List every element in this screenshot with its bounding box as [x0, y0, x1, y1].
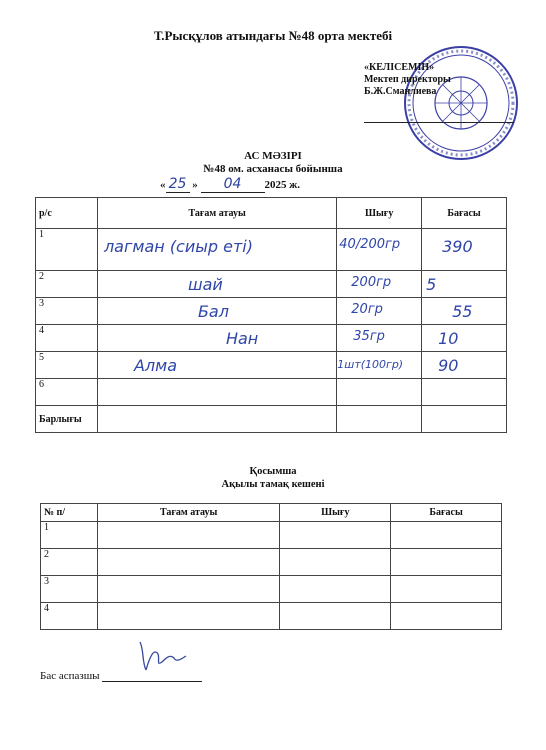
price-cell	[422, 298, 507, 325]
table-row	[36, 298, 507, 325]
dish-cell	[97, 379, 336, 406]
dish-cell	[97, 522, 280, 549]
total-row	[36, 406, 507, 433]
output-cell	[280, 603, 391, 630]
price-cell	[422, 379, 507, 406]
output-cell	[280, 576, 391, 603]
paid-meal-table	[40, 503, 502, 630]
output-cell	[337, 325, 422, 352]
row-number: 6	[36, 379, 98, 406]
dish-name: шай	[187, 275, 223, 294]
total-dish-cell	[97, 406, 336, 433]
date-year: 2025 ж.	[264, 179, 300, 191]
col-price: Бағасы	[422, 198, 507, 229]
menu-table-header	[36, 198, 507, 229]
menu-subtitle: №48 ом. асханасы бойынша	[203, 163, 343, 175]
dish-name: Бал	[197, 302, 229, 321]
approval-block	[364, 62, 451, 98]
dish-price: 390	[442, 237, 473, 256]
output-cell	[280, 522, 391, 549]
table-row	[36, 229, 507, 271]
price-cell	[422, 352, 507, 379]
price-cell	[422, 229, 507, 271]
extra-title: Қосымша	[249, 466, 297, 477]
dish-output: 1шт(100гр)	[337, 358, 404, 371]
table-row	[36, 352, 507, 379]
price-cell	[391, 549, 502, 576]
dish-cell	[97, 549, 280, 576]
paid-meal-table-header	[41, 504, 502, 522]
date-quote-open: «	[160, 179, 166, 191]
row-number: 5	[36, 352, 98, 379]
date-month: 04	[201, 176, 265, 193]
col-number: р/с	[36, 198, 98, 229]
menu-table	[35, 197, 507, 433]
dish-output: 40/200гр	[339, 237, 401, 252]
extra-subtitle: Ақылы тамақ кешені	[221, 479, 325, 490]
row-number: 2	[36, 271, 98, 298]
col-dish: Тағам атауы	[97, 504, 280, 522]
menu-title: АС МӘЗІРІ	[244, 150, 302, 162]
menu-date	[160, 176, 300, 193]
date-day: 25	[166, 176, 190, 193]
output-cell	[337, 298, 422, 325]
dish-cell	[97, 352, 336, 379]
col-price: Бағасы	[391, 504, 502, 522]
row-number: 2	[41, 549, 98, 576]
total-label: Барлығы	[36, 406, 98, 433]
table-row	[41, 603, 502, 630]
approval-name: Б.Ж.Сманлиева	[364, 86, 437, 97]
dish-output: 200гр	[351, 275, 392, 290]
dish-cell	[97, 298, 336, 325]
row-number: 3	[36, 298, 98, 325]
dish-name: Нан	[225, 329, 259, 348]
dish-name: Алма	[133, 356, 177, 375]
dish-cell	[97, 603, 280, 630]
dish-price: 10	[438, 329, 459, 348]
col-output: Шығу	[337, 198, 422, 229]
dish-output: 35гр	[353, 329, 385, 344]
col-dish: Тағам атауы	[97, 198, 336, 229]
chef-label: Бас аспазшы	[40, 670, 100, 682]
output-cell	[337, 229, 422, 271]
approval-position: Мектеп директоры	[364, 74, 451, 85]
dish-cell	[97, 229, 336, 271]
menu-heading	[0, 150, 546, 176]
price-cell	[391, 576, 502, 603]
approval-signature-line	[364, 122, 514, 123]
row-number: 4	[41, 603, 98, 630]
dish-price: 5	[426, 275, 437, 294]
price-cell	[391, 522, 502, 549]
price-cell	[422, 325, 507, 352]
signature-underline	[102, 681, 202, 682]
dish-price: 55	[452, 302, 473, 321]
extra-heading	[0, 465, 546, 491]
dish-output: 20гр	[351, 302, 383, 317]
total-output-cell	[337, 406, 422, 433]
chef-signature-line	[40, 670, 202, 682]
output-cell	[337, 379, 422, 406]
table-row	[36, 325, 507, 352]
table-row	[41, 549, 502, 576]
dish-cell	[97, 325, 336, 352]
price-cell	[422, 271, 507, 298]
row-number: 3	[41, 576, 98, 603]
output-cell	[337, 271, 422, 298]
output-cell	[280, 549, 391, 576]
row-number: 1	[36, 229, 98, 271]
dish-name: лагман (сиыр еті)	[103, 237, 253, 256]
table-row	[36, 271, 507, 298]
row-number: 1	[41, 522, 98, 549]
table-row	[41, 576, 502, 603]
total-price-cell	[422, 406, 507, 433]
approval-heading: «КЕЛІСЕМІН»	[364, 62, 435, 73]
school-title: Т.Рысқұлов атындағы №48 орта мектебі	[153, 28, 393, 43]
table-row	[36, 379, 507, 406]
col-output: Шығу	[280, 504, 391, 522]
table-row	[41, 522, 502, 549]
price-cell	[391, 603, 502, 630]
row-number: 4	[36, 325, 98, 352]
date-quote-close: »	[192, 179, 198, 191]
output-cell	[337, 352, 422, 379]
dish-cell	[97, 576, 280, 603]
col-number: № п/	[41, 504, 98, 522]
dish-cell	[97, 271, 336, 298]
dish-price: 90	[438, 356, 459, 375]
